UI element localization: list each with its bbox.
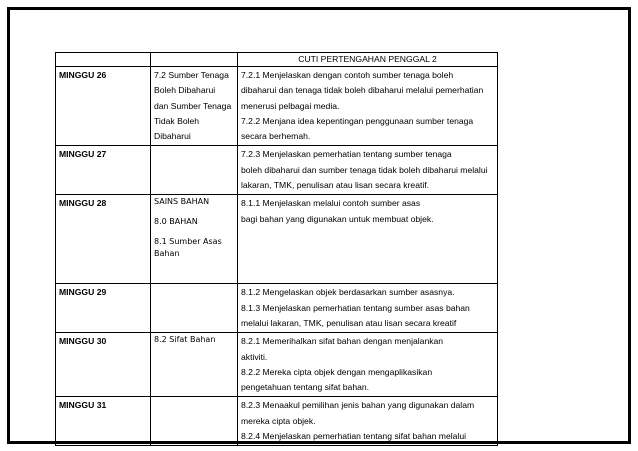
standard-line: mereka cipta objek. — [241, 415, 316, 426]
topic-line: Tidak Boleh — [154, 115, 200, 126]
standard-line: secara berhemah. — [241, 131, 311, 142]
standards-cell — [238, 67, 498, 146]
topic-line: Boleh Dibaharui — [154, 85, 216, 96]
topic-line: 8.2 Sifat Bahan — [154, 335, 216, 345]
standard-line: boleh dibaharui dan sumber tenaga tidak boleh dibaharui melalui — [241, 164, 488, 175]
spacer — [154, 228, 234, 236]
header-cell-1 — [56, 53, 151, 67]
standards-cell — [238, 146, 498, 195]
standard-line: 8.1.3 Menjelaskan pemerhatian tentang sumber asas bahan — [241, 302, 470, 313]
table-row — [56, 67, 498, 146]
standard-line: dibaharui dan tenaga tidak boleh dibaharui melalui pemerhatian — [241, 85, 484, 96]
header-cell-2 — [151, 53, 238, 67]
standard-line: 7.2.2 Menjana idea kepentingan penggunaan sumber tenaga — [241, 115, 474, 126]
standard-line: 8.2.3 Menaakul pemilihan jenis bahan yang digunakan dalam — [241, 400, 475, 411]
standards-cell — [238, 397, 498, 446]
standard-line: 8.1.1 Menjelaskan melalui contoh sumber asas — [241, 198, 421, 209]
standard-line: 8.2.2 Mereka cipta objek dengan mengaplikasikan — [241, 366, 433, 377]
week-cell: MINGGU 30 — [56, 333, 151, 397]
topic-cell — [151, 67, 238, 146]
standard-line: menerusi pelbagai media. — [241, 100, 340, 111]
standards-cell — [238, 284, 498, 333]
standard-line: 7.2.1 Menjelaskan dengan contoh sumber tenaga boleh — [241, 70, 454, 80]
week-cell: MINGGU 27 — [56, 146, 151, 195]
standard-line: melalui lakaran, TMK, penulisan atau lisan secara kreatif — [241, 317, 457, 328]
spacer — [154, 208, 234, 216]
table-row — [56, 333, 498, 397]
standard-line: pengetahuan tentang sifat bahan. — [241, 382, 370, 393]
topic-line: 8.1 Sumber Asas — [154, 237, 222, 247]
topic-cell — [151, 333, 238, 397]
standard-line: aktiviti. — [241, 351, 268, 362]
schedule-table — [55, 52, 498, 446]
topic-line: Bahan — [154, 249, 180, 259]
standards-cell — [238, 333, 498, 397]
topic-line: 7.2 Sumber Tenaga — [154, 70, 229, 80]
week-cell: MINGGU 28 — [56, 195, 151, 284]
standard-line: 7.2.3 Menjelaskan pemerhatian tentang sumber tenaga — [241, 149, 452, 160]
topic-cell — [151, 284, 238, 333]
topic-line: 8.0 BAHAN — [154, 217, 198, 227]
table-row — [56, 397, 498, 446]
week-cell: MINGGU 31 — [56, 397, 151, 446]
topic-cell — [151, 146, 238, 195]
topic-cell — [151, 397, 238, 446]
topic-line: Dibaharui — [154, 131, 191, 142]
topic-line: dan Sumber Tenaga — [154, 100, 232, 111]
standard-line: 8.2.1 Memerihalkan sifat bahan dengan menjalankan — [241, 336, 444, 347]
standard-line: 8.2.4 Menjelaskan pemerhatian tentang sifat bahan melalui — [241, 431, 467, 442]
table-row — [56, 53, 498, 67]
week-cell: MINGGU 26 — [56, 67, 151, 146]
week-cell: MINGGU 29 — [56, 284, 151, 333]
table-row — [56, 284, 498, 333]
topic-line: SAINS BAHAN — [154, 197, 210, 207]
standard-line: bagi bahan yang digunakan untuk membuat objek. — [241, 213, 434, 224]
topic-cell — [151, 195, 238, 284]
table-row — [56, 146, 498, 195]
standard-line: 8.1.2 Mengelaskan objek berdasarkan sumber asasnya. — [241, 287, 455, 298]
standard-line: lakaran, TMK, penulisan atau lisan secara kreatif. — [241, 180, 430, 191]
standards-cell — [238, 195, 498, 284]
table-row — [56, 195, 498, 284]
holiday-label: CUTI PERTENGAHAN PENGGAL 2 — [238, 53, 498, 67]
